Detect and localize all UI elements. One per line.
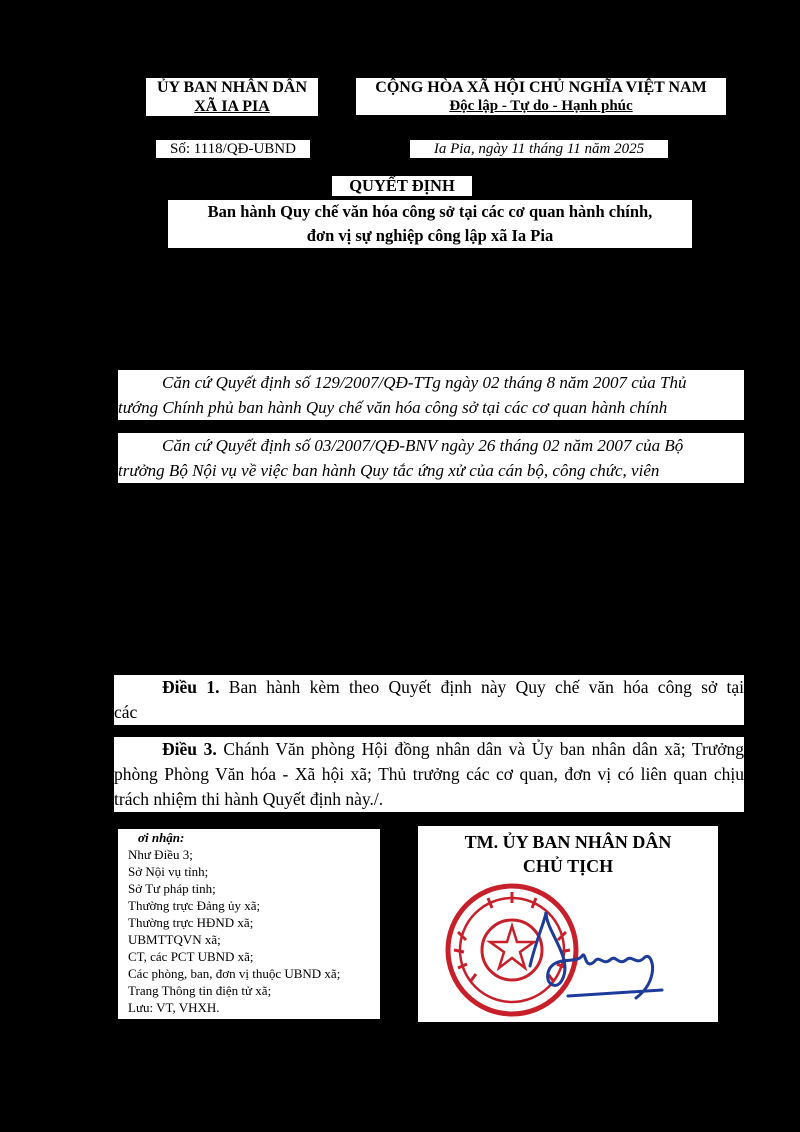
recipients-heading: ơi nhận: (138, 830, 185, 845)
signature-role: CHỦ TỊCH (522, 856, 614, 876)
agency-line-2: XÃ IA PIA (194, 98, 270, 116)
article-1-text: Ban hành kèm theo Quyết định này Quy chế văn hóa công sở tại (228, 677, 745, 697)
place-date: Ia Pia, ngày 11 tháng 11 năm 2025 (410, 140, 668, 158)
nation-line-1: CỘNG HÒA XÃ HỘI CHỦ NGHĨA VIỆT NAM (375, 79, 707, 96)
national-motto (356, 78, 726, 115)
signature-org: TM. ỦY BAN NHÂN DÂN (464, 832, 672, 852)
basis-2-line-1: Căn cứ Quyết định số 03/2007/QĐ-BNV ngày 26 tháng 02 năm 2007 của Bộ (162, 436, 684, 455)
signature-block (418, 826, 718, 1022)
subtitle-line-2: đơn vị sự nghiệp công lập xã Ia Pia (306, 226, 554, 245)
article-3-label: Điều 3. (162, 739, 217, 759)
nation-line-2: Độc lập - Tự do - Hạnh phúc (449, 98, 633, 115)
article-3-text: Chánh Văn phòng Hội đồng nhân dân và Ủy ban nhân dân xã; Trưởng phòng Phòng Văn hóa - Xã hội xã; Thủ trưởng các cơ quan, đơn vị có liên quan chịu trách nhiệm thi hành Quyết định này./. (114, 739, 745, 809)
recipient-item: Sở Tư pháp tỉnh; (128, 881, 216, 896)
recipient-item: Thường trực HĐND xã; (128, 915, 254, 930)
decision-subtitle (168, 200, 692, 248)
basis-1-line-1: Căn cứ Quyết định số 129/2007/QĐ-TTg ngày 02 tháng 8 năm 2007 của Thủ (162, 373, 687, 392)
recipients-list (118, 829, 380, 1019)
basis-1-line-2: tướng Chính phủ ban hành Quy chế văn hóa công sở tại các cơ quan hành chính (118, 398, 668, 417)
recipient-item: Như Điều 3; (128, 847, 193, 862)
decision-title: QUYẾT ĐỊNH (332, 176, 472, 196)
recipient-item: CT, các PCT UBND xã; (128, 949, 254, 964)
basis-2-line-2: trưởng Bộ Nội vụ về việc ban hành Quy tắc ứng xử của cán bộ, công chức, viên (118, 461, 660, 480)
article-1-label: Điều 1. (162, 677, 220, 697)
recipient-item: Thường trực Đảng ủy xã; (128, 898, 261, 913)
official-seal-icon (418, 870, 718, 1020)
legal-basis-1 (118, 370, 744, 420)
recipient-item: UBMTTQVN xã; (128, 932, 221, 947)
article-1-continuation: các (114, 702, 138, 722)
agency-name (146, 78, 318, 116)
recipient-item: Sở Nội vụ tỉnh; (128, 864, 209, 879)
article-3 (114, 737, 744, 812)
recipient-item: Lưu: VT, VHXH. (128, 1000, 220, 1015)
subtitle-line-1: Ban hành Quy chế văn hóa công sở tại các cơ quan hành chính, (207, 202, 653, 221)
legal-basis-2 (118, 433, 744, 483)
agency-line-1: ỦY BAN NHÂN DÂN (156, 79, 308, 96)
recipient-item: Trang Thông tin điện tử xã; (128, 983, 272, 998)
recipient-item: Các phòng, ban, đơn vị thuộc UBND xã; (128, 966, 341, 981)
document-number: Số: 1118/QĐ-UBND (156, 140, 310, 158)
article-1 (114, 675, 744, 725)
